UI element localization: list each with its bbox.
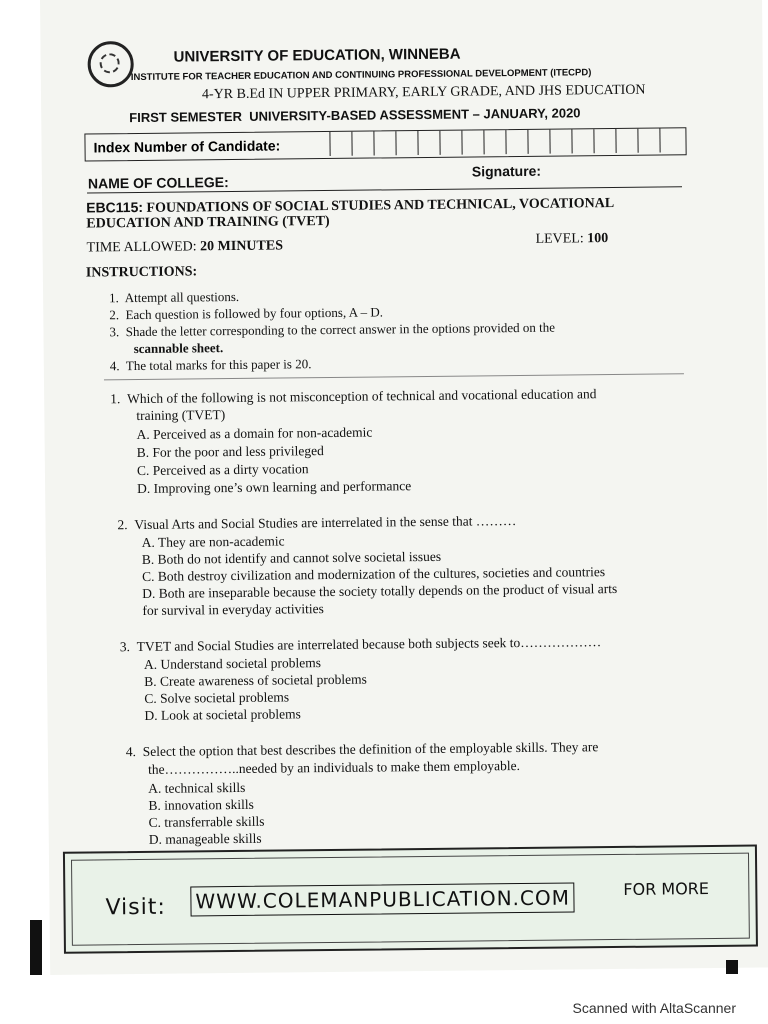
instructions-heading: INSTRUCTIONS: xyxy=(85,264,198,281)
question-4-option: C. transferrable skills xyxy=(148,813,265,830)
question-3-option: A. Understand societal problems xyxy=(143,655,322,672)
index-label: Index Number of Candidate: xyxy=(93,137,281,156)
instruction-item: scannable sheet. xyxy=(133,340,224,357)
question-2-option: A. They are non-academic xyxy=(141,533,285,550)
question-4-option: D. manageable skills xyxy=(148,830,262,847)
exam-paper xyxy=(40,0,768,975)
question-2-option: C. Both destroy civilization and modernization of the cultures, societies and countries xyxy=(141,564,606,584)
course-title: FOUNDATIONS OF SOCIAL STUDIES AND TECHNICAL, VOCATIONAL xyxy=(146,195,615,216)
course-code: EBC115: xyxy=(86,198,144,216)
semester: FIRST SEMESTER xyxy=(129,108,242,126)
question-1: 1. Which of the following is not misconception of technical and vocational education and xyxy=(110,386,597,407)
level-value: 100 xyxy=(587,231,609,247)
instruction-item: 2. Each question is followed by four options, A – D. xyxy=(109,304,384,323)
scanner-watermark: Scanned with AltaScanner xyxy=(572,1000,736,1016)
college-label: NAME OF COLLEGE: xyxy=(87,174,229,192)
question-1-option: B. For the poor and less privileged xyxy=(136,443,324,461)
divider xyxy=(104,373,684,380)
question-3-option: C. Solve societal problems xyxy=(144,689,290,706)
question-2-option: B. Both do not identify and cannot solve societal issues xyxy=(141,548,442,567)
semester-line xyxy=(129,105,580,125)
question-2-option: for survival in everyday activities xyxy=(142,601,324,618)
question-2: 2. Visual Arts and Social Studies are interrelated in the sense that ……… xyxy=(117,513,517,533)
level-label: LEVEL: xyxy=(535,231,584,247)
question-4-option: A. technical skills xyxy=(148,779,246,796)
time-allowed xyxy=(87,238,284,256)
instruction-item: 4. The total marks for this paper is 20. xyxy=(109,356,312,374)
university-name: UNIVERSITY OF EDUCATION, WINNEBA xyxy=(173,45,461,66)
index-boxes[interactable] xyxy=(329,128,681,156)
scan-corner-mark xyxy=(726,960,738,974)
instruction-item: 1. Attempt all questions. xyxy=(109,288,240,306)
question-4-cont: the……………..needed by an individuals to make them employable. xyxy=(147,758,521,777)
time-value: 20 MINUTES xyxy=(200,238,284,255)
question-4: 4. Select the option that best describes the definition of the employable skills. They are xyxy=(125,739,599,760)
question-1-option: A. Perceived as a domain for non-academic xyxy=(136,424,373,443)
question-1-option: D. Improving one’s own learning and performance xyxy=(137,478,412,497)
institute-name: INSTITUTE FOR TEACHER EDUCATION AND CONTINUING PROFESSIONAL DEVELOPMENT (ITECPD) xyxy=(130,67,592,84)
assessment: UNIVERSITY-BASED ASSESSMENT – JANUARY, 2020 xyxy=(249,105,581,124)
program-name: 4-YR B.Ed IN UPPER PRIMARY, EARLY GRADE, AND JHS EDUCATION xyxy=(201,82,646,103)
course-title-line1 xyxy=(86,194,614,218)
question-3-option: B. Create awareness of societal problems xyxy=(144,671,367,689)
visit-label: Visit: xyxy=(105,894,166,921)
course-title-line2: EDUCATION AND TRAINING (TVET) xyxy=(86,213,330,232)
promo-banner xyxy=(63,845,758,954)
for-more-label: FOR MORE xyxy=(623,879,710,899)
scan-edge xyxy=(30,920,42,975)
instruction-item: 3. Shade the letter corresponding to the correct answer in the options provided on the xyxy=(109,319,556,340)
question-2-option: D. Both are inseparable because the society totally depends on the product of visual arts xyxy=(142,580,618,601)
index-number-field[interactable] xyxy=(84,127,686,161)
question-1-option: C. Perceived as a dirty vocation xyxy=(136,461,309,479)
time-label: TIME ALLOWED: xyxy=(86,239,197,256)
question-1-cont: training (TVET) xyxy=(136,407,226,424)
university-logo-icon xyxy=(87,41,133,87)
page-margin xyxy=(0,0,40,975)
publication-link[interactable]: WWW.COLEMANPUBLICATION.COM xyxy=(190,882,575,916)
question-4-option: B. innovation skills xyxy=(148,796,254,813)
question-3-option: D. Look at societal problems xyxy=(144,706,301,723)
signature-label: Signature: xyxy=(471,162,542,180)
question-3: 3. TVET and Social Studies are interrelated because both subjects seek to……………… xyxy=(119,634,602,655)
level xyxy=(535,231,608,248)
